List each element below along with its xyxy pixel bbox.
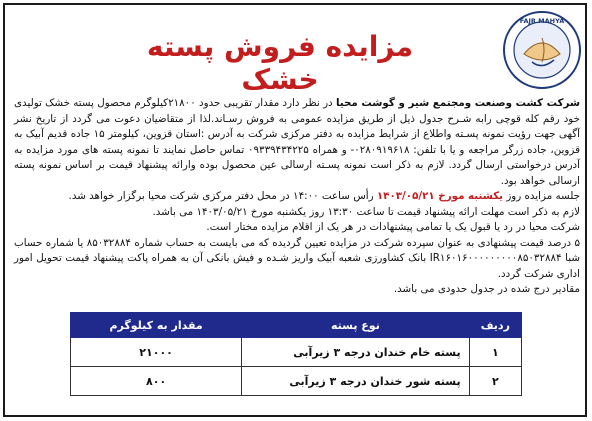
row-number: ۲ [469,367,521,396]
table-header-row [71,313,522,338]
row-number: ۱ [469,338,521,367]
row-amount: ۲۱۰۰۰ [71,338,242,367]
session-date: یکشنبه مورخ ۱۴۰۳/۰۵/۲۱ [376,190,504,202]
deposit-line: ۵ درصد قیمت پیشنهادی به عنوان سپرده شرکت در مزایده تعیین گردیده که می بایست به حساب شماره ۸۵۰۳۲۸۸۴ یا شماره حساب شبا IR۱۶۰۱۶۰۰۰۰۰۰۰۰۰۸۵۰۳۲۸۸۴ بانک کشاورزی شعبه آبیک واریز شـده و فیش بانکی آن به همراه پاکت پیشنهاد قیمت تحویل امور اداری شرکت گردد. [14,236,580,280]
deadline-line: لازم به ذکر است مهلت ارائه پیشنهاد قیمت تا ساعت ۱۳:۳۰ روز یکشنبه مورخ ۱۴۰۳/۰۵/۲۱ می باشد. [152,205,580,218]
items-table [70,312,522,396]
table-row [71,338,522,367]
fajr-mahya-logo-icon [502,10,582,90]
intro-text: در نظر دارد مقدار تقریبی حدود ۲۱۸۰۰کیلوگرم محصول پسته خشک تولیدی خود رقم کله قوچی رابه شـرح جدول ذیل از طریق مزایده عمومی به فروش رسـاند.لذا از متقاضیان دعوت می گردد از تاریخ نشر آگهی جهت رؤیت نمونه پسـته واطلاع از شرایط مزایده به دفتر مرکزی شرکت به آدرس :استان قزوین، کیلومتر ۱۵ جاده قدیم آبیک به قزوین، جاده زرگر مراجعه و یا با تلفن: ۰۲۸۰۹۱۹۶۱۸- و همراه ۰۹۳۳۹۴۳۴۲۲۵ تماس حاصل نمایند تا نمونه پسته های مورد مزایده به آدرس درخواستی ارسال گردد. لازم به ذکر است نمونه پسـته ارسالی عین محصول بوده وارائه پیشنهاد قیمت بر اساس نمونه پسته ارسالی خواهد بود. [14,97,580,187]
header-type: نوع پسته [242,313,469,338]
row-type: پسته خام خندان درجه ۳ زیرآبی [242,338,469,367]
company-name: شرکت کشت وصنعت ومجتمع شیر و گوشت محیا [335,97,580,109]
notice-title: مزایده فروش پسته خشک [146,30,414,96]
session-line [14,189,580,205]
row-amount: ۸۰۰ [71,367,242,396]
table-row [71,367,522,396]
svg-text:FAJR MAHYA: FAJR MAHYA [519,17,565,25]
session-prefix: جلسه مزایده روز [503,190,580,202]
header-row-number: ردیف [469,313,521,338]
rights-line: شرکت محیا در رد یا قبول یک یا تمامی پیشنهادات در هر یک از اقلام مزایده مختار است. [206,221,580,233]
header-amount: مقدار به کیلوگرم [71,313,242,338]
row-type: پسته شور خندان درجه ۳ زیرآبی [242,367,469,396]
notice-body [14,96,580,298]
session-suffix: رأس ساعت ۱۴:۰۰ در محل دفتر مرکزی شرکت محیا برگزار خواهد شد. [68,190,377,202]
approx-line: مقادیر درج شده در جدول حدودی می باشد. [393,283,580,295]
intro-paragraph [14,96,580,189]
